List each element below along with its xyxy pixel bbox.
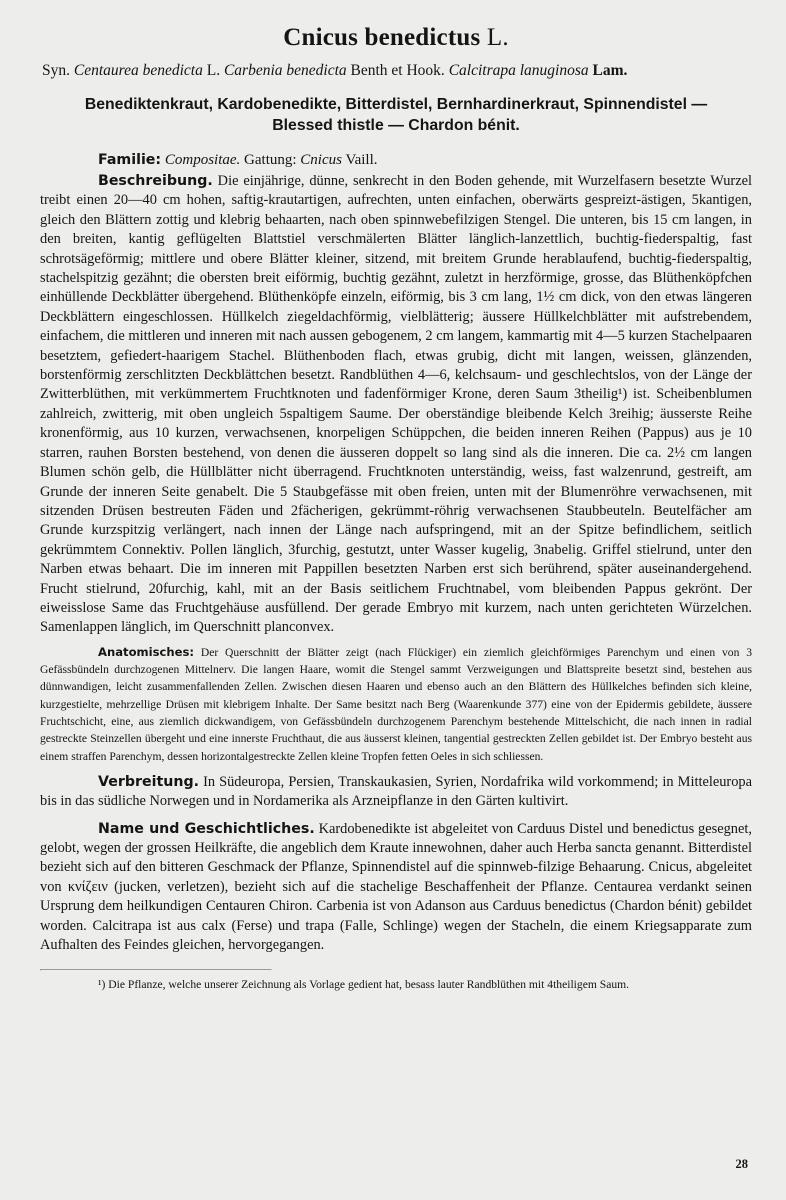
- genus-name: Cnicus: [300, 152, 342, 168]
- page-number: 28: [735, 1157, 748, 1171]
- family-name: Compositae.: [164, 152, 241, 168]
- title-author: L.: [486, 24, 509, 51]
- common-names-line-1: Benediktenkraut, Kardobenedikte, Bitterdistel, Bernhardinerkraut, Spinnendistel —: [84, 96, 708, 113]
- synonym-name-2: Carbenia benedicta: [223, 62, 347, 79]
- synonyms-line: [42, 62, 752, 80]
- footnote-rule: [40, 969, 272, 971]
- synonym-name-3: Calcitrapa lanuginosa: [448, 62, 589, 79]
- history-paragraph: [40, 820, 752, 956]
- synonym-name-1: Centaurea benedicta: [73, 62, 203, 79]
- history-text: Kardobenedikte ist abgeleitet von Carduus Distel und benedictus gesegnet, gelobt, wegen der grossen Heilkräfte, die angeblich dem Kraute innewohnen, daher auch Herba sancta genannt. Bitterdistel bezieht sich auf den bitteren Geschmack der Pflanze, Spinnendistel auf die spinnweb-filzige Behaarung. Cnicus, abgeleitet von κνίζειν (jucken, verletzen), bezieht sich auf die stachelige Beschaffenheit der Pflanze. Centaurea verdankt seinen Ursprung dem heilkundigen Centauren Chiron. Carbenia ist von Adanson aus Carduus benedictus (Chardon bénit) gebildet worden. Calcitrapa ist aus calx (Ferse) und trapa (Falle, Schlinge) wegen der Stacheln, die einem Kriegsapparate zum Aufhalten des Feindes gleichen, hervorgegangen.: [40, 820, 752, 954]
- genus-label: Gattung:: [244, 152, 297, 168]
- description-paragraph: [40, 172, 752, 638]
- genus-author: Vaill.: [345, 152, 378, 168]
- family-label: Familie:: [98, 152, 162, 168]
- family-line: [98, 152, 752, 169]
- distribution-paragraph: [40, 773, 752, 812]
- synonym-author-2: Benth et Hook.: [350, 62, 445, 79]
- history-label: Name und Geschichtliches.: [98, 820, 315, 837]
- anatomy-label: Anatomisches:: [98, 644, 195, 659]
- footnote: ¹) Die Pflanze, welche unserer Zeichnung als Vorlage gedient hat, besass lauter Randblüthen mit 4theiligem Saum.: [98, 978, 630, 992]
- distribution-text: In Südeuropa, Persien, Transkaukasien, Syrien, Nordafrika wild vorkommend; in Mitteleuropa bis in das südliche Norwegen und in Nordamerika als Arzneipflanze in den Gärten kultivirt.: [40, 773, 752, 810]
- page-title: [40, 24, 752, 52]
- anatomy-paragraph: [40, 644, 752, 765]
- synonym-author-3: Lam.: [592, 62, 628, 79]
- description-label: Beschreibung.: [98, 173, 213, 189]
- common-names: [40, 94, 752, 136]
- distribution-label: Verbreitung.: [98, 773, 199, 790]
- title-species: Cnicus benedictus: [283, 24, 481, 51]
- common-names-line-2: Blessed thistle — Chardon bénit.: [272, 117, 520, 134]
- synonyms-prefix: Syn.: [42, 62, 70, 79]
- synonym-author-1: L.: [206, 62, 221, 79]
- description-text: Die einjährige, dünne, senkrecht in den Boden gehende, mit Wurzelfasern besetzte Wurzel treibt einen 20—40 cm hohen, saftig-krautartigen, aufrechten, unten einfachen, oberwärts gespreizt-ästigen, 5kantigen, gleich den Blättern zottig und klebrig behaarten, nach oben spinnwebefilzigen Stengel. Die unteren, bis 15 cm langen, in den breiten, kantig geflügelten Blattstiel verschmälerten Blätter länglich-lanzettlich, buchtig-fiederspaltig, fast schrotsägeförmig; mittlere und obere Blätter kleiner, sitzend, mit breitem Grunde herablaufend, buchtig-fiederspaltig, stachelspitzig gezähnt; die obersten breit eiförmig, buchtig gezähnt, zuletzt in herzförmige, grosse, das Blüthenköpfchen einhüllende Deckblätter übergehend. Blüthenköpfe einzeln, eiförmig, bis 3 cm lang, 1½ cm dick, von den etwas längeren Deckblättern eingeschlossen. Hüllkelch ziegeldachförmig, vielblätterig; äussere Hüllkelchblätter mit aufstrebendem, einfachem, die mittleren und inneren mit nach aussen gebogenem, 2 cm langem, kammartig mit 4—5 kurzen Stachelpaaren besetztem, gefiedert-haarigem Stachel. Blüthenboden flach, etwas grubig, dicht mit langen, weissen, glänzenden, borstenförmig zerschlitzten Deckblättchen besetzt. Randblüthen 4—6, kelchsaum- und geschlechtslos, von der Länge der Zwitterblüthen, mit verkümmertem Fruchtknoten und fadenförmiger Krone, deren Saum 3theilig¹) ist. Scheibenblumen zahlreich, zwitterig, mit oben ungleich 5spaltigem Saume. Der oberständige bleibende Kelch 3reihig; äusserste Reihe kronenförmig, aus 10 kurzen, verwachsenen, knorpeligen Schüppchen, die beiden inneren Reihen (Pappus) aus je 10 starren, rauhen Borsten bestehend, von denen die äusseren doppelt so lang sind als die inneren. Die ca. 2½ cm langen Blumen schön gelb, die Hüllblätter nicht überragend. Fruchtknoten unterständig, weiss, fast walzenrund, gestreift, am Grunde der inneren Seite genabelt. Die 5 Staubgefässe mit oben freien, unten mit der Blumenröhre verwachsenen, mit sitzenden Drüsen bestreuten Fäden und 2fächerigen, gekrümmt-röhrig verwachsenen Staubbeuteln. Beutelfächer am Grunde kurzspitzig verlängert, nach innen der Länge nach aufspringend, mit an der Spitze befindlichem, seitlich gekrümmtem Connektiv. Pollen länglich, 3furchig, gestutzt, unter Wasser kugelig, 3nabelig. Griffel stielrund, unter den Narben etwas behaart. Die im inneren mit Pappillen besetzten Narben erst sich berührend, später auseinandergehend. Frucht stielrund, 20furchig, kahl, mit an der Basis seitlichem Fruchtnabel, vom bleibenden Pappus gekrönt. Der eiweisslose Same das Fruchtgehäuse ausfüllend. Der gerade Embryo mit kurzem, nach unten gerichteten Würzelchen. Samenlappen länglich, im Querschnitt planconvex.: [40, 173, 752, 636]
- anatomy-text: Der Querschnitt der Blätter zeigt (nach Flückiger) ein ziemlich gleichförmiges Parenchym und einen von 3 Gefässbündeln durchzogenen Mittelnerv. Die langen Haare, womit die Stengel sammt Verzweigungen und Blattspreite besetzt sind, bestehen aus dünnwandigen, leicht zusammenfallenden Zellen. Zwischen diesen Haaren und ebenso auch an den Blättern des Hüllkelches befinden sich kleine, kurzgestielte, mehrzellige Drüsen mit klebrigem Inhalte. Der Same besitzt nach Berg (Waarenkunde 377) eine von der Epidermis gebildete, äussere Fruchtschicht, eine, aus ziemlich dickwandigem, von Gefässbündeln durchzogenem Parenchym bestehende Mittelschicht, die nach innen in radial gestreckte Steinzellen übergeht und eine innerste Fruchthaut, die aus äusserst kleinen, tangential gestreckten Zellen gebildet ist. Der Embryo besteht aus einem straffen Parenchym, dessen horizontalgestreckte Zellen kleine Tropfen fetten Oeles in sich schliessen.: [40, 645, 752, 763]
